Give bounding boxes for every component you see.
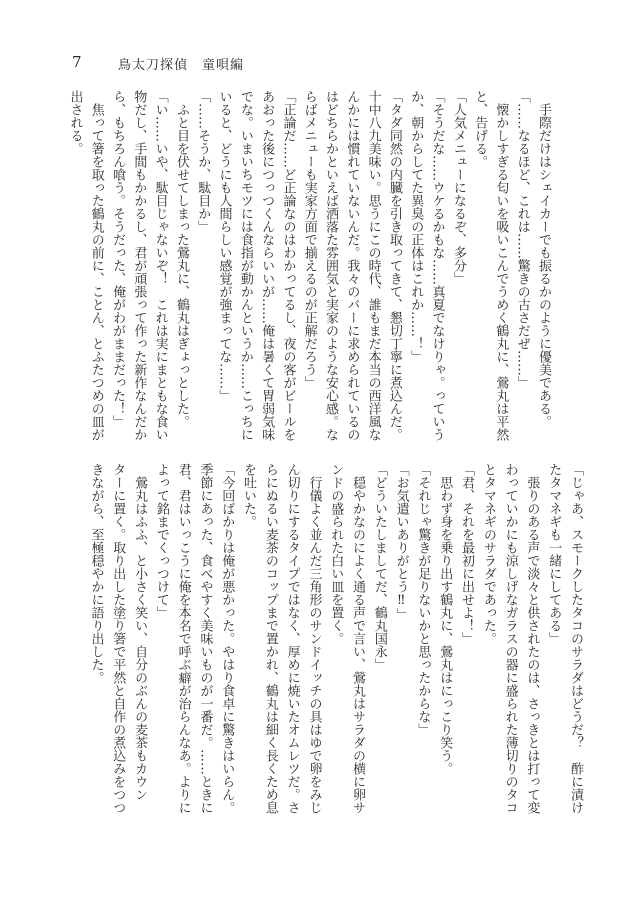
text-line: たタマネギも一緒にしてある」	[546, 463, 562, 645]
text-line: 張りのある声で淡々と供されたのは、さっきとは打って変	[524, 463, 540, 814]
text-line: 「……なるほど、これは……驚きの古さだぜ……」	[514, 90, 530, 389]
text-line: 思わず身を乗り出す鶴丸に、鶯丸はにっこり笑う。	[437, 463, 453, 775]
text-line: 「……そうか、駄目か」	[195, 90, 211, 233]
text-line: 焦って箸を取った鶴丸の前に、ことん、とふたつめの皿が	[88, 90, 104, 441]
text-line: ターに置く。取り出した塗り箸で平然と自作の煮込みをつつ	[110, 463, 126, 814]
text-line: 「今回ばかりは俺が悪かった。やはり食卓に驚きはいらん。	[219, 463, 235, 814]
text-line: 「じゃあ、スモークしたタコのサラダはどうだ？ 酢に漬け	[568, 463, 583, 814]
lower-text-tier	[85, 463, 586, 815]
text-line: 十中八九美味い。思うにこの時代、誰もまだ本当の西洋風な	[365, 90, 381, 441]
running-title: 鳥太刀探偵 童唄編	[118, 58, 245, 73]
text-line: 出される。	[67, 90, 83, 155]
text-line: 「そうだな……ウケるかもな……真夏でなけりゃ。っていう	[429, 90, 445, 441]
text-line: んかには慣れていないんだ。我々のバーに求められているの	[344, 90, 360, 441]
text-line: とタマネギのサラダであった。	[480, 463, 496, 645]
text-line: 懐かしすぎる匂いを吸いこんでうめく鶴丸に、鶯丸は平然	[493, 90, 509, 441]
text-line: ん切りにするタイプではなく、厚めに焼いたオムレツだ。さ	[284, 463, 300, 814]
text-line: はどちらかといえば洒落た雰囲気と実家のような安心感。な	[323, 90, 339, 441]
text-line: 君、君はいっこうに俺を本名で呼ぶ癖が治らんなあ。よりに	[175, 463, 191, 814]
text-line: 手際だけはシェイカーでも振るかのように優美である。	[536, 90, 551, 428]
text-line: 「タダ同然の内臓を引き取ってきて、懇切丁寧に煮込んだ。	[386, 90, 402, 441]
text-line: 物だし、手間もかかるし、君が頑張って作った新作なんだか	[131, 90, 147, 441]
text-line: 穏やかなのによく通る声で言い、鶯丸はサラダの横に卵サ	[350, 463, 366, 814]
text-line: あおった後につっつくんならいいが……俺は暑くて胃弱気味	[259, 90, 275, 441]
upper-text-tier	[64, 90, 554, 442]
text-line: でな。いまいちモツには食指が動かんというか……こっちに	[237, 90, 253, 441]
text-line: 「い……いや、駄目じゃないぞ！ これは実にまともな食い	[152, 90, 168, 441]
text-line: ンドの盛られた白い皿を置く。	[328, 463, 344, 645]
text-line: らにぬるい麦茶のコップまで置かれ、鶴丸は細く長くため息	[262, 463, 278, 814]
text-line: よって銘までくっつけて」	[153, 463, 169, 619]
text-line: きながら、至極穏やかに語り出した。	[88, 463, 104, 684]
text-line: と、告げる。	[472, 90, 488, 168]
text-line: わっていかにも涼しげなガラスの器に盛られた薄切りのタコ	[502, 463, 518, 814]
text-line: 行儀よく並んだ三角形のサンドイッチの具はゆで卵をみじ	[306, 463, 322, 814]
text-line: 「人気メニューになるぞ、多分」	[450, 90, 466, 285]
text-line: 季節にあった、食べやすく美味いものが一番だ。……ときに	[197, 463, 213, 814]
text-line: ら、もちろん喰う。そうだった、俺がわがままだった！」	[110, 90, 126, 428]
text-line: 「お気遣いありがとう‼」	[393, 463, 409, 621]
text-line: らばメニューも実家方面で揃えるのが正解だろう」	[301, 90, 317, 389]
text-line: 「正論だ……ど正論なのはわかってるし、夜の客がビールを	[280, 90, 296, 441]
text-line: 「どういたしましてだ、鶴丸国永」	[371, 463, 387, 671]
text-line: を吐いた。	[241, 463, 257, 528]
text-line: 鶯丸はふふ、と小さく笑い、自分のぶんの麦茶もカウン	[132, 463, 148, 801]
text-line: 「君、それを最初に出せよ！」	[459, 463, 475, 645]
text-line: 「それじゃ驚きが足りないかと思ったからな」	[415, 463, 431, 736]
text-line: ふと目を伏せてしまった鶯丸に、鶴丸はぎょっとした。	[173, 90, 189, 428]
text-line: か、朝からしてた異臭の正体はこれか……！」	[408, 90, 424, 363]
text-line: いると、どうにも人間らしい感覚が強まってな……」	[216, 90, 232, 402]
page-number: 7	[72, 53, 82, 71]
